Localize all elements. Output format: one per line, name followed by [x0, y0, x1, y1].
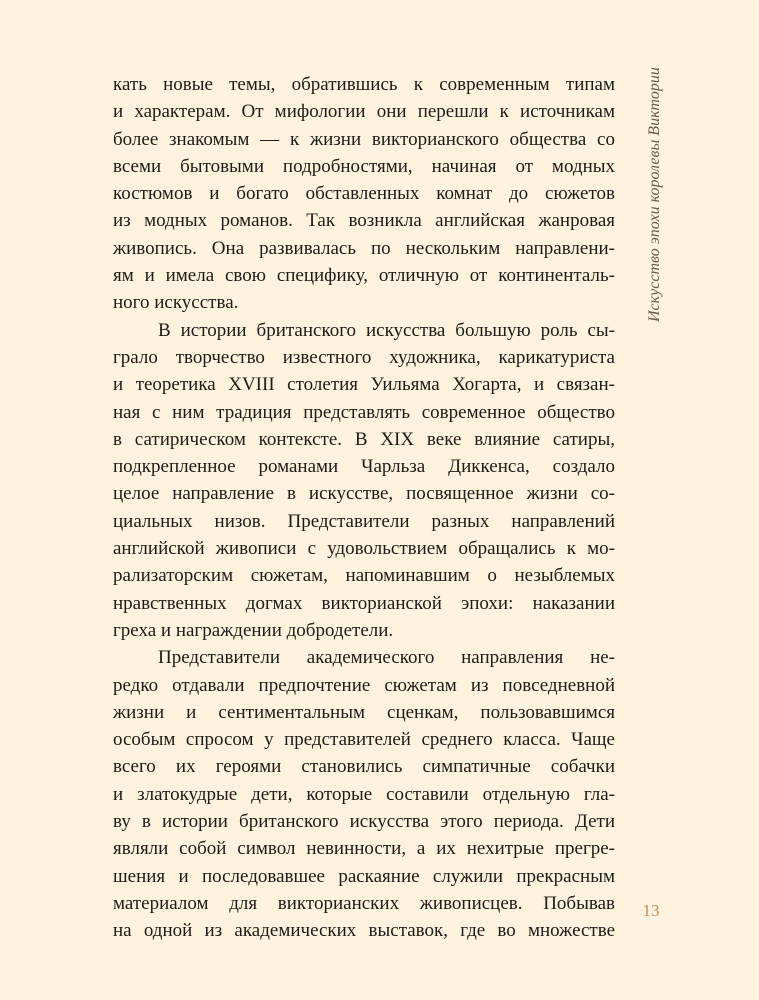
text-line: кать новые темы, обратившись к современным типам [113, 74, 615, 95]
text-line: нравственных догмах викторианской эпохи: наказании [113, 592, 615, 614]
text-line: целое направление в искусстве, посвященное жизни со- [113, 483, 615, 505]
text-line: и златокудрые дети, которые составили отдельную гла- [113, 783, 615, 805]
text-line: жизни и сентиментальным сценкам, пользовавшимся [113, 701, 615, 723]
body-text [113, 71, 615, 945]
page-number: 13 [642, 901, 660, 920]
paragraph [113, 644, 615, 944]
paragraph [113, 317, 615, 645]
text-line: грало творчество известного художника, карикатуриста [113, 346, 615, 368]
text-line: ная с ним традиция представлять современное общество [113, 401, 615, 423]
text-line: и теоретика XVIII столетия Уильяма Хогарта, и связан- [113, 374, 615, 396]
text-line: из модных романов. Так возникла английская жанровая [113, 210, 615, 232]
text-line: в сатирическом контексте. В XIX веке влияние сатиры, [113, 428, 615, 450]
text-line: ного искусства. [113, 292, 239, 314]
text-line: всеми бытовыми подробностями, начиная от модных [113, 155, 615, 177]
text-line: греха и награждении добродетели. [113, 619, 394, 641]
paragraph [113, 71, 615, 317]
text-line: материалом для викторианских живописцев. Побывав [113, 892, 615, 914]
text-line: всего их героями становились симпатичные собачки [113, 756, 615, 778]
text-line: живопись. Она развивалась по нескольким направлени- [113, 237, 615, 259]
text-line: на одной из академических выставок, где во множестве [113, 920, 615, 942]
text-line: особым спросом у представителей среднего класса. Чаще [113, 729, 615, 751]
text-line: являли собой символ невинности, а их нехитрые прегре- [113, 838, 615, 860]
text-line: и характерам. От мифологии они перешли к источникам [113, 101, 615, 123]
running-head: Искусство эпохи королевы Виктории [646, 67, 663, 322]
text-line: костюмов и богато обставленных комнат до сюжетов [113, 183, 615, 205]
text-line: циальных низов. Представители разных направлений [113, 510, 615, 532]
text-line: более знакомым — к жизни викторианского общества со [113, 128, 615, 150]
text-line: ву в истории британского искусства этого периода. Дети [113, 811, 615, 833]
text-line: редко отдавали предпочтение сюжетам из повседневной [113, 674, 615, 696]
text-line: шения и последовавшее раскаяние служили прекрасным [113, 865, 615, 887]
text-line: рализаторским сюжетам, напоминавшим о незыблемых [113, 565, 615, 587]
text-line: В истории британского искусства большую роль сы- [158, 319, 615, 341]
text-line: английской живописи с удовольствием обращались к мо- [113, 538, 615, 560]
text-line: подкрепленное романами Чарльза Диккенса, создало [113, 456, 615, 478]
text-line: Представители академического направления не- [158, 647, 615, 669]
text-line: ям и имела свою специфику, отличную от континенталь- [113, 265, 615, 287]
